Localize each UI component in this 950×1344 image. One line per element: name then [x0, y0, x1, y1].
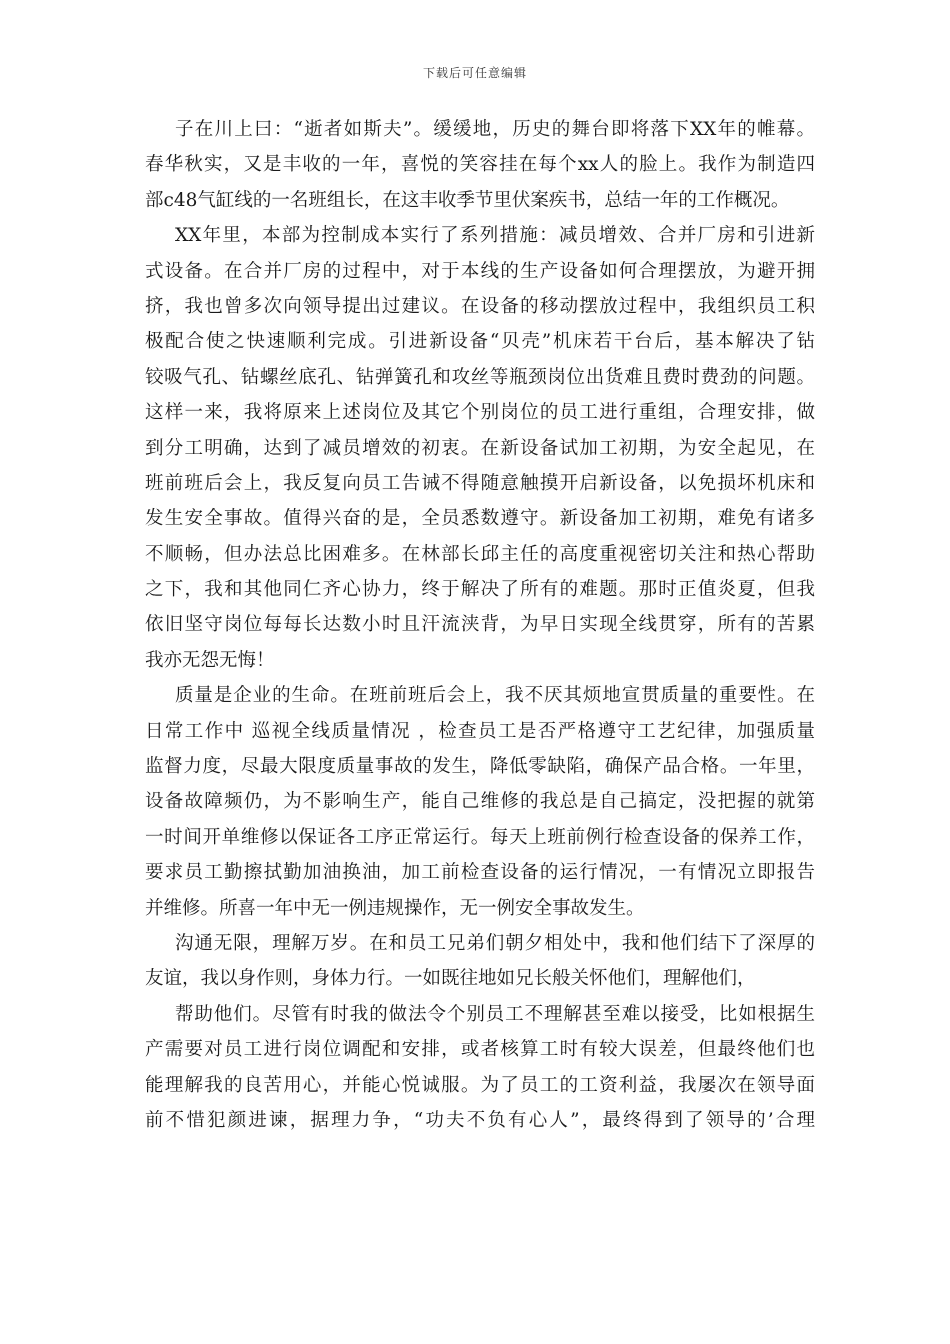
text-line: 质量是企业的生命。在班前班后会上，我不厌其烦地宣贯质量的重要性。在 — [175, 685, 815, 707]
text-line: 我亦无怨无悔！ — [145, 649, 275, 671]
text-line: XX年里，本部为控制成本实行了系列措施：减员增效、合并厂房和引进新 — [175, 225, 815, 247]
text-line: 要求员工勤擦拭勤加油换油，加工前检查设备的运行情况，一有情况立即报告 — [145, 862, 815, 884]
text-line: 春华秋实，又是丰收的一年，喜悦的笑容挂在每个xx人的脸上。我作为制造四 — [145, 154, 815, 176]
text-line: 子在川上曰：“逝者如斯夫”。缓缓地，历史的舞台即将落下XX年的帷幕。 — [175, 119, 815, 140]
text-line: 一时间开单维修以保证各工序正常运行。每天上班前例行检查设备的保养工作， — [145, 826, 815, 848]
text-line: 产需要对员工进行岗位调配和安排，或者核算工时有较大误差，但最终他们也 — [145, 1039, 815, 1061]
page-header-note: 下载后可任意编辑 — [422, 66, 527, 80]
text-line: 友谊，我以身作则，身体力行。一如既往地如兄长般关怀他们，理解他们， — [145, 968, 756, 990]
text-line: 这样一来，我将原来上述岗位及其它个别岗位的员工进行重组，合理安排，做 — [145, 402, 815, 424]
text-line: 极配合使之快速顺利完成。引进新设备“贝壳”机床若干台后，基本解决了钻 — [145, 331, 815, 353]
text-line: 式设备。在合并厂房的过程中，对于本线的生产设备如何合理摆放，为避开拥 — [145, 260, 815, 282]
text-line: 挤，我也曾多次向领导提出过建议。在设备的移动摆放过程中，我组织员工积 — [145, 295, 815, 317]
text-line: 铰吸气孔、钻螺丝底孔、钻弹簧孔和攻丝等瓶颈岗位出货难且费时费劲的问题。 — [145, 366, 815, 388]
text-line: 不顺畅，但办法总比困难多。在林部长邱主任的高度重视密切关注和热心帮助 — [145, 543, 815, 565]
text-line: 部c48气缸线的一名班组长，在这丰收季节里伏案疾书，总结一年的工作概况。 — [145, 189, 790, 211]
text-line: 前不惜犯颜进谏，据理力争，“功夫不负有心人”，最终得到了领导的’合理 — [145, 1109, 815, 1131]
text-line: 发生安全事故。值得兴奋的是，全员悉数遵守。新设备加工初期，难免有诸多 — [145, 508, 815, 530]
text-line: 帮助他们。尽管有时我的做法令个别员工不理解甚至难以接受，比如根据生 — [175, 1003, 815, 1025]
text-line: 能理解我的良苦用心，并能心悦诚服。为了员工的工资利益，我屡次在领导面 — [145, 1074, 815, 1096]
text-line: 到分工明确，达到了减员增效的初衷。在新设备试加工初期，为安全起见，在 — [145, 437, 815, 459]
text-line: 日常工作中 巡视全线质量情况 ，检查员工是否严格遵守工艺纪律，加强质量 — [145, 720, 815, 742]
text-line: 依旧坚守岗位每每长达数小时且汗流浃背，为早日实现全线贯穿，所有的苦累 — [145, 614, 815, 636]
text-line: 班前班后会上，我反复向员工告诫不得随意触摸开启新设备，以免损坏机床和 — [145, 472, 815, 494]
text-line: 监督力度，尽最大限度质量事故的发生，降低零缺陷，确保产品合格。一年里， — [145, 756, 815, 778]
text-line: 并维修。所喜一年中无一例违规操作，无一例安全事故发生。 — [145, 897, 645, 919]
text-line: 设备故障频仍，为不影响生产，能自己维修的我总是自己搞定，没把握的就第 — [145, 791, 815, 813]
document-body — [145, 112, 815, 1138]
text-line: 之下，我和其他同仁齐心协力，终于解决了所有的难题。那时正值炎夏，但我 — [145, 579, 815, 601]
text-line: 沟通无限，理解万岁。在和员工兄弟们朝夕相处中，我和他们结下了深厚的 — [175, 932, 815, 954]
